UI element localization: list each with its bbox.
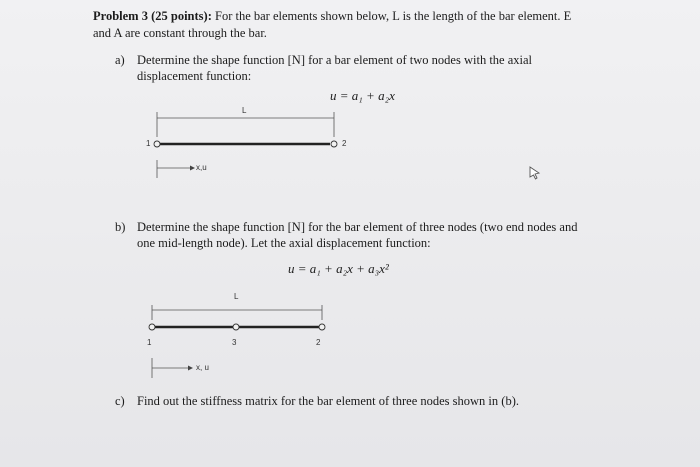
part-b-axis-arrowhead xyxy=(188,366,193,371)
part-a-marker: a) xyxy=(115,53,125,67)
part-b-node-3-label: 3 xyxy=(232,338,237,347)
problem-intro-line2: and A are constant through the bar. xyxy=(93,26,267,40)
part-a-length-label: L xyxy=(242,106,247,115)
part-a-node-2-label: 2 xyxy=(342,139,347,148)
part-a-node-1 xyxy=(154,141,160,147)
problem-intro-line1: For the bar elements shown below, L is the length of the bar element. E xyxy=(211,9,572,23)
part-a-axis-label: x,u xyxy=(196,163,207,172)
part-b-node-2 xyxy=(319,324,325,330)
problem-title: Problem 3 (25 points): xyxy=(93,9,212,23)
part-b-length-label: L xyxy=(234,292,239,301)
part-b-node-1 xyxy=(149,324,155,330)
part-a-line2: displacement function: xyxy=(137,69,252,83)
part-b-equation: u = a₁ + a₂x + a₃x² xyxy=(288,261,389,276)
part-a-line1: Determine the shape function [N] for a bar element of two nodes with the axial xyxy=(137,53,533,67)
part-c-marker: c) xyxy=(115,394,125,408)
part-b-axis-label: x, u xyxy=(196,363,209,372)
part-a-node-1-label: 1 xyxy=(146,139,151,148)
part-b-line1: Determine the shape function [N] for the bar element of three nodes (two end nodes and xyxy=(137,220,578,234)
part-a-equation: u = a₁ + a₂x xyxy=(330,88,395,103)
part-b-node-3 xyxy=(233,324,239,330)
part-b-line2: one mid-length node). Let the axial displacement function: xyxy=(137,236,431,250)
part-b-node-1-label: 1 xyxy=(147,338,152,347)
mouse-pointer-icon xyxy=(528,166,542,180)
part-c-text: Find out the stiffness matrix for the bar element of three nodes shown in (b). xyxy=(137,394,519,408)
part-b-node-2-label: 2 xyxy=(316,338,321,347)
part-b-marker: b) xyxy=(115,220,126,234)
part-a-node-2 xyxy=(331,141,337,147)
part-a-axis-arrowhead xyxy=(190,166,195,171)
